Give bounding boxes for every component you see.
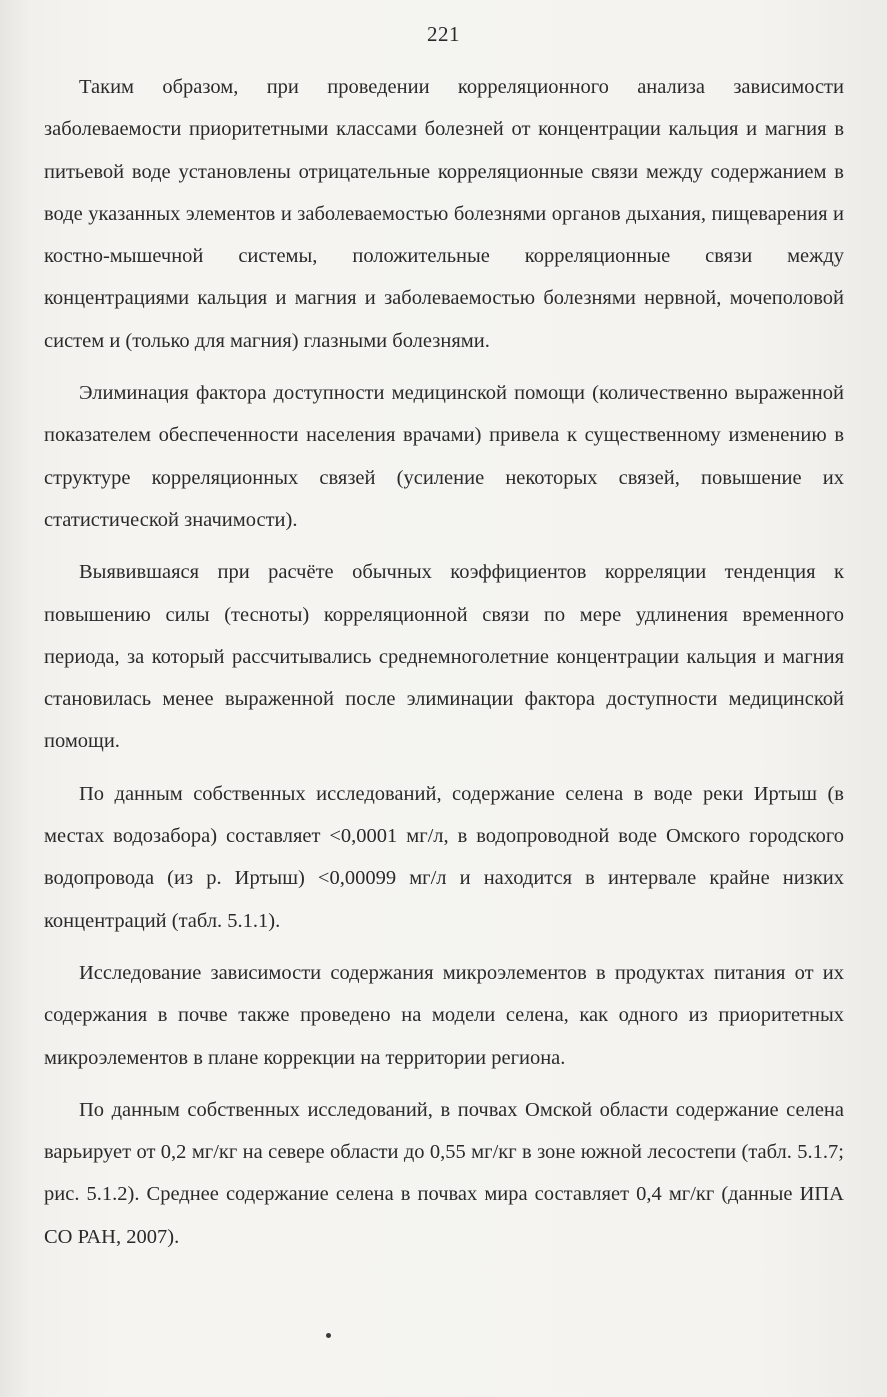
- paragraph-correlation-analysis: Таким образом, при проведении корреляционного анализа зависимости заболеваемости приоритетными классами болезней от концентрации кальция и магния в питьевой воде установлены отрицательные корреляционные связи между содержанием в воде указанных элементов и заболеваемостью болезнями органов дыхания, пищеварения и костно-мышечной системы, положительные корреляционные связи между концентрациями кальция и магния и заболеваемостью болезнями нервной, мочеполовой систем и (только для магния) глазными болезнями.: [44, 76, 844, 352]
- page-number: 221: [427, 22, 460, 46]
- paragraph-selenium-soil: По данным собственных исследований, в почвах Омской области содержание селена варьирует от 0,2 мг/кг на севере области до 0,55 мг/кг в зоне южной лесостепи (табл. 5.1.7; рис. 5.1.2). Среднее содержание селена в почвах мира составляет 0,4 мг/кг (данные ИПА СО РАН, 2007).: [44, 1098, 844, 1248]
- paragraph-trend: Выявившаяся при расчёте обычных коэффициентов корреляции тенденция к повышению силы (тесноты) корреляционной связи по мере удлинения временного периода, за который рассчитывались среднемноголетние концентрации кальция и магния становилась менее выраженной после элиминации фактора доступности медицинской помощи.: [44, 561, 844, 753]
- paragraph-elimination-factor: Элиминация фактора доступности медицинской помощи (количественно выраженной показателем обеспеченности населения врачами) привела к существенному изменению в структуре корреляционных связей (усиление некоторых связей, повышение их статистической значимости).: [44, 382, 844, 531]
- body-text: [44, 66, 844, 1268]
- ink-dot: [326, 1333, 331, 1338]
- paragraph-selenium-water: По данным собственных исследований, содержание селена в воде реки Иртыш (в местах водозабора) составляет <0,0001 мг/л, в водопроводной воде Омского городского водопровода (из р. Иртыш) <0,00099 мг/л и находится в интервале крайне низких концентраций (табл. 5.1.1).: [44, 782, 844, 932]
- paragraph-microelements-study: Исследование зависимости содержания микроэлементов в продуктах питания от их содержания в почве также проведено на модели селена, как одного из приоритетных микроэлементов в плане коррекции на территории региона.: [44, 961, 844, 1069]
